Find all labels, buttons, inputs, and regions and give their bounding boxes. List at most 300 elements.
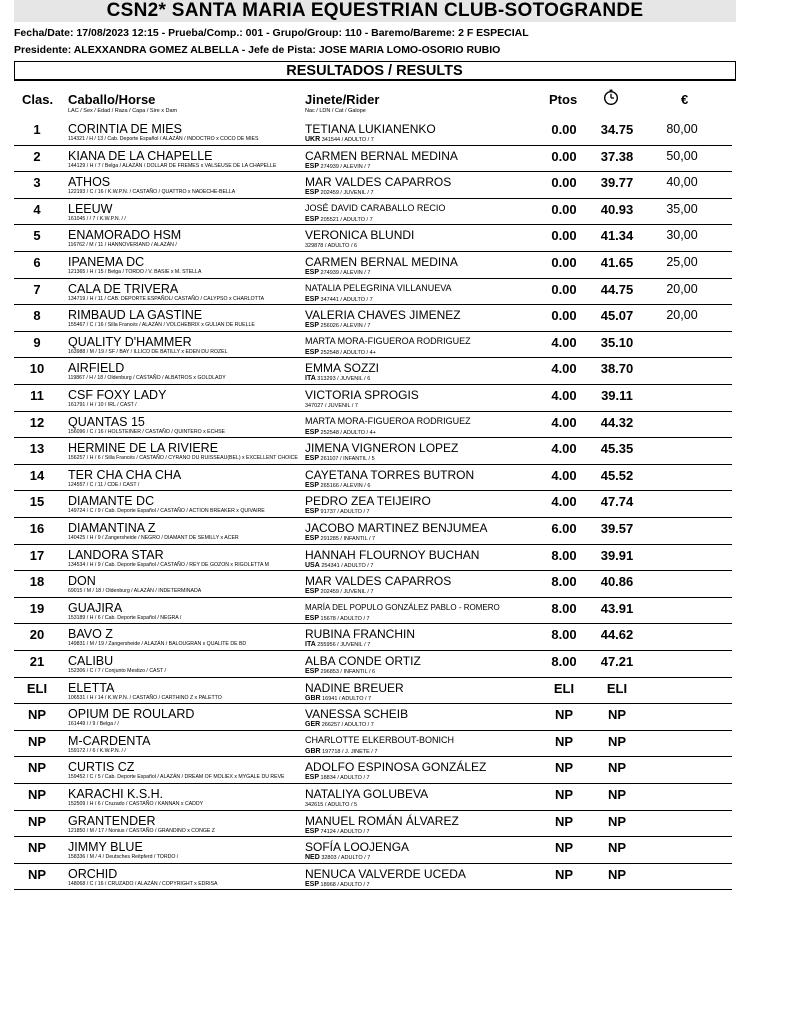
rider-name: PEDRO ZEA TEIJEIRO — [305, 494, 431, 509]
time: 38.70 — [600, 361, 634, 377]
horse-name: LEEUW — [68, 201, 113, 216]
rider-license: 255956 / JUVENIL / 7 — [317, 642, 371, 649]
rider-name: MAR VALDES CAPARROS — [305, 175, 452, 190]
rider-details — [305, 881, 370, 888]
rider-nation: GBR — [305, 747, 321, 755]
rider-license: 74124 / ADULTO / 7 — [320, 828, 370, 835]
horse-name: AIRFIELD — [68, 361, 125, 376]
rider-nation: ESP — [305, 614, 320, 622]
placing: 8 — [33, 308, 41, 324]
rider-details — [305, 296, 373, 303]
horse-name: KIANA DE LA CHAPELLE — [68, 148, 213, 163]
horse-details: 149831 / M / 19 / Zangersheide / ALAZÁN / BALOUGRAN x QUALITE DE BD — [68, 641, 247, 648]
column-header-prize: € — [681, 92, 689, 107]
time: 44.32 — [600, 414, 634, 430]
time: 43.91 — [600, 600, 634, 616]
column-header-rider: Jinete/Rider — [305, 92, 380, 107]
prize-money: 20,00 — [666, 308, 698, 323]
rider-name: RUBINA FRANCHIN — [305, 627, 416, 642]
rider-nation: ESP — [305, 428, 320, 436]
rider-name: JIMENA VIGNERON LOPEZ — [305, 441, 459, 456]
time: NP — [607, 760, 627, 776]
rider-name: CARMEN BERNAL MEDINA — [305, 255, 458, 269]
table-row — [0, 811, 800, 838]
points: NP — [554, 707, 574, 723]
placing: 10 — [29, 361, 45, 377]
prize-money: 30,00 — [666, 228, 698, 243]
horse-details: 155467 / C / 16 / Silla Francés / ALAZÁN / VOLCHEBRIX x GULIAN DE RUELLE — [68, 322, 255, 329]
rider-license: 32803 / ADULTO / 7 — [321, 855, 371, 862]
points: NP — [554, 813, 574, 829]
placing: 18 — [29, 574, 45, 590]
rider-license: 342615 / ADULTO / 5 — [305, 802, 358, 808]
rider-license: 202459 / JUVENIL / 7 — [320, 190, 374, 197]
table-row — [0, 678, 800, 705]
placing: NP — [27, 733, 47, 749]
table-row — [0, 757, 800, 784]
points: 0.00 — [551, 281, 577, 297]
horse-name: ENAMORADO HSM — [68, 228, 182, 243]
rider-details — [305, 482, 370, 489]
rider-nation: ESP — [305, 348, 320, 356]
points: 0.00 — [551, 255, 577, 270]
horse-details: 158336 / M / 4 / Deutsches Reitpferd / TORDO / — [68, 854, 179, 861]
table-row — [0, 225, 800, 252]
points: 6.00 — [551, 521, 577, 536]
results-heading: RESULTADOS / RESULTS — [14, 61, 736, 81]
rider-details — [305, 349, 376, 356]
time: 40.86 — [600, 574, 634, 590]
rider-name: JACOBO MARTINEZ BENJUMEA — [305, 521, 488, 535]
horse-details: 106531 / H / 14 / K.W.P.N. / CASTAÑO / CARTHINO Z x PALETTO — [68, 694, 222, 701]
rider-license: 18968 / ADULTO / 7 — [320, 881, 370, 888]
horse-name: BAVO Z — [68, 627, 113, 642]
time: 44.62 — [600, 627, 634, 643]
rider-details — [305, 562, 373, 569]
rider-name: VANESSA SCHEIB — [305, 707, 409, 722]
rider-license: 205521 / ADULTO / 7 — [320, 216, 373, 223]
points: NP — [554, 866, 574, 882]
rider-name: MARTA MORA-FIGUEROA RODRIGUEZ — [305, 335, 471, 346]
horse-details: 148068 / C / 16 / CRUZADO / ALAZÁN / COPYRIGHT x EDRISA — [68, 880, 218, 887]
placing: 14 — [29, 467, 45, 483]
time: 47.74 — [600, 494, 634, 510]
table-row — [0, 119, 800, 146]
time: NP — [607, 840, 627, 856]
rider-details — [305, 508, 370, 515]
table-row — [0, 412, 800, 439]
horse-name: GRANTENDER — [68, 813, 156, 828]
horse-name: RIMBAUD LA GASTINE — [68, 308, 203, 323]
horse-name: DIAMANTINA Z — [68, 521, 156, 535]
horse-name: CALIBU — [68, 654, 114, 668]
horse-name: CORINTIA DE MIES — [68, 122, 182, 136]
table-row — [0, 571, 800, 598]
time: 39.11 — [601, 388, 633, 403]
time: NP — [607, 733, 627, 749]
horse-details: 156257 / H / 6 / Silla Francés / CASTAÑO / CYRANO DU RUISSEAU(BEL) x EXCELLENT CHOICE — [68, 455, 298, 462]
horse-details: 152306 / C / 7 / Conjunto Mestizo / CAST / — [68, 668, 166, 674]
rider-name: NADINE BREUER — [305, 680, 404, 695]
horse-details: 161449 / / 9 / Belga / / — [68, 721, 119, 728]
prize-money: 40,00 — [666, 175, 698, 190]
rider-name: VERONICA BLUNDI — [305, 228, 415, 243]
horse-name: CSF FOXY LADY — [68, 388, 167, 402]
rider-details — [305, 588, 374, 595]
placing: 15 — [29, 494, 45, 510]
rider-details — [305, 721, 374, 728]
rider-name: JOSÉ DAVID CARABALLO RECIO — [305, 202, 446, 213]
time: 45.35 — [600, 441, 634, 457]
table-row — [0, 784, 800, 811]
rider-license: 274939 / ALEVIN / 7 — [320, 270, 371, 276]
rider-license: 266257 / ADULTO / 7 — [321, 722, 374, 729]
horse-name: ELETTA — [68, 680, 115, 695]
horse-name: M-CARDENTA — [68, 733, 151, 748]
rider-license: 16941 / ADULTO / 7 — [322, 695, 372, 702]
rider-name: MARTA MORA-FIGUEROA RODRIGUEZ — [305, 415, 471, 426]
rider-nation: ESP — [305, 668, 320, 675]
prize-money: 35,00 — [666, 201, 698, 216]
table-row — [0, 651, 800, 678]
table-row — [0, 358, 800, 385]
time: 41.65 — [600, 255, 634, 270]
time: 37.38 — [600, 148, 634, 164]
placing: 19 — [29, 600, 45, 616]
horse-name: GUAJIRA — [68, 600, 123, 615]
rider-license: 296853 / INFANTIL / 6 — [320, 669, 376, 675]
rider-nation: ESP — [305, 269, 320, 276]
rider-details — [305, 455, 375, 462]
time: 40.93 — [600, 201, 634, 217]
points: 0.00 — [551, 201, 577, 217]
rider-license: 252548 / ADULTO / 4+ — [320, 349, 376, 356]
horse-details: 122193 / C / 16 / K.W.P.N. / CASTAÑO / QUATTRO x NADECHE-BELLA — [68, 189, 236, 196]
horse-name: DIAMANTE DC — [68, 494, 155, 509]
rider-name: NATALIYA GOLUBEVA — [305, 787, 429, 801]
points: 8.00 — [551, 547, 577, 563]
rider-nation: ITA — [305, 375, 316, 383]
rider-license: 341544 / ADULTO / 7 — [321, 137, 374, 143]
rider-name: NATALIA PELEGRINA VILLANUEVA — [305, 282, 452, 293]
points: 0.00 — [551, 228, 577, 244]
prize-money: 50,00 — [666, 148, 698, 163]
rider-details — [305, 668, 375, 675]
table-row — [0, 146, 800, 173]
time: 39.77 — [600, 175, 634, 191]
event-title: CSN2* SANTA MARIA EQUESTRIAN CLUB-SOTOGRANDE — [14, 0, 736, 22]
column-subheader-horse: LAC / Sex / Edad / Raza / Capa / Sire x Dam — [68, 108, 178, 114]
rider-details — [305, 189, 374, 196]
horse-name: JIMMY BLUE — [68, 840, 143, 855]
prize-money: 25,00 — [666, 255, 698, 269]
rider-license: 202459 / JUVENIL / 7 — [320, 589, 374, 596]
placing: 4 — [33, 201, 41, 217]
rider-name: ADOLFO ESPINOSA GONZÁLEZ — [305, 760, 487, 775]
rider-nation: ESP — [305, 588, 320, 596]
rider-nation: GER — [305, 721, 321, 729]
clock-icon — [603, 89, 619, 105]
horse-name: QUALITY D'HAMMER — [68, 334, 192, 349]
horse-details: 116762 / M / 11 / HANNOVERIANO / ALAZÁN / — [68, 242, 177, 249]
table-row — [0, 252, 800, 279]
points: 4.00 — [551, 441, 577, 457]
prize-money: 80,00 — [666, 122, 698, 136]
points: 8.00 — [551, 600, 577, 616]
placing: 2 — [33, 148, 41, 164]
rider-license: 197718 / J. JINETE / 7 — [322, 748, 378, 755]
rider-nation: ESP — [305, 774, 320, 782]
rider-nation: NED — [305, 854, 320, 862]
horse-details: 163988 / M / 19 / SF / BAY / ILLICO DE BATILLY x EDEN DU ROZEL — [68, 348, 228, 355]
placing: NP — [27, 866, 47, 882]
rider-nation: ESP — [305, 455, 320, 463]
horse-name: CALA DE TRIVERA — [68, 281, 179, 296]
horse-name: CURTIS CZ — [68, 760, 135, 775]
column-header-points: Ptos — [549, 92, 578, 107]
horse-name: DON — [68, 574, 96, 589]
time: 45.52 — [600, 467, 634, 483]
points: 0.00 — [551, 175, 577, 191]
rider-license: 265166 / ALEVIN / 6 — [320, 482, 371, 489]
points: 0.00 — [551, 308, 577, 324]
rider-name: NENUCA VALVERDE UCEDA — [305, 866, 466, 881]
horse-details: 69015 / M / 18 / Oldenburg / ALAZÁN / INDETERMINADA — [68, 588, 202, 595]
rider-license: 91737 / ADULTO / 7 — [320, 509, 370, 516]
placing: 7 — [33, 281, 41, 297]
horse-name: HERMINE DE LA RIVIERE — [68, 441, 219, 456]
rider-nation: ESP — [305, 508, 320, 516]
table-row — [0, 624, 800, 651]
horse-details: 156096 / C / 16 / HOLSTEINER / CASTAÑO / QUINTERO x ECHSE — [68, 428, 226, 435]
column-header-clas: Clas. — [22, 92, 54, 107]
table-row — [0, 704, 800, 731]
points: NP — [554, 733, 574, 749]
points: 4.00 — [551, 334, 577, 350]
horse-details: 114321 / H / 13 / Cab. Deporte Español / ALAZÁN / INDOCTRO x COCO DE MIES — [68, 136, 259, 142]
placing: 5 — [33, 228, 41, 244]
horse-details: 140425 / H / 9 / Zangersheide / NEGRO / DIAMANT DE SEMILLY x ACER — [68, 535, 239, 541]
placing: 20 — [29, 627, 45, 643]
rider-name: MAR VALDES CAPARROS — [305, 574, 452, 589]
placing: 9 — [33, 334, 41, 350]
points: 0.00 — [551, 148, 577, 164]
rider-name: CHARLOTTE ELKERBOUT-BONICH — [305, 734, 455, 745]
points: 8.00 — [551, 627, 577, 643]
rider-name: MANUEL ROMÁN ÁLVAREZ — [305, 813, 459, 828]
horse-name: TER CHA CHA CHA — [68, 467, 182, 482]
horse-details: 159172 / / 6 / K.W.P.N. / / — [68, 747, 126, 754]
horse-details: 153189 / H / 6 / Cab. Deporte Español / NEGRA / — [68, 614, 182, 621]
horse-name: KARACHI K.S.H. — [68, 787, 164, 801]
placing: NP — [27, 707, 47, 723]
horse-details: 159452 / C / 5 / Cab. Deporte Español / ALAZÁN / DREAM OF MOLIEX x MYGALE DU REVE — [68, 774, 285, 781]
rider-nation: ESP — [305, 481, 320, 489]
time: 41.34 — [600, 228, 634, 244]
time: ELI — [606, 680, 628, 696]
horse-details: 161791 / H / 10 / IRL / CAST / — [68, 402, 137, 408]
rider-nation: ESP — [305, 827, 320, 835]
date-competition-info: Fecha/Date: 17/08/2023 12:15 - Prueba/Comp.: 001 - Grupo/Group: 110 - Baremo/Bareme: 2 F ESPECIAL — [14, 27, 529, 39]
rider-nation: ESP — [305, 535, 320, 542]
horse-details: 121850 / M / 17 / Nonius / CASTAÑO / GRANDINO x CONGE Z — [68, 827, 215, 834]
horse-details: 149724 / C / 9 / Cab. Deporte Español / CASTAÑO / ACTION BREAKER x QUIVAIRE — [68, 508, 265, 515]
table-row — [0, 598, 800, 625]
placing: 16 — [29, 521, 45, 536]
table-row — [0, 199, 800, 226]
rider-nation: ESP — [305, 162, 320, 170]
horse-name: ATHOS — [68, 175, 111, 190]
rider-details — [305, 375, 370, 382]
table-row — [0, 172, 800, 199]
rider-license: 15678 / ADULTO / 7 — [320, 615, 370, 622]
rider-name: TETIANA LUKIANENKO — [305, 122, 436, 136]
points: NP — [554, 760, 574, 776]
time: 39.57 — [600, 521, 634, 536]
horse-details: 134719 / H / 11 / CAB. DEPORTE ESPAÑOL/ CASTAÑO / CALYPSO x CHARLOTTA — [68, 295, 265, 302]
rider-nation: ESP — [305, 215, 320, 223]
horse-details: 134534 / H / 9 / Cab. Deporte Español / CASTAÑO / REY DE GOZON x RIGOLETTA M — [68, 561, 269, 568]
rider-details — [305, 828, 370, 835]
points: 4.00 — [551, 414, 577, 430]
rider-name: ALBA CONDE ORTIZ — [305, 654, 421, 668]
points: 0.00 — [551, 122, 577, 137]
rider-details — [305, 748, 377, 755]
rider-details — [305, 216, 373, 223]
rider-license: 329878 / ADULTO / 6 — [305, 243, 358, 250]
placing: 11 — [30, 388, 44, 403]
table-row — [0, 731, 800, 758]
time: NP — [607, 787, 627, 802]
rider-name: SOFÍA LOOJENGA — [305, 840, 410, 855]
rider-name: EMMA SOZZI — [305, 361, 380, 376]
time: 35.10 — [600, 334, 634, 350]
rider-details — [305, 695, 371, 702]
horse-details: 121365 / H / 15 / Belga / TORDO / V. BASIE x M. STELLA — [68, 269, 202, 275]
rider-details — [305, 269, 370, 276]
horse-name: IPANEMA DC — [68, 255, 145, 269]
horse-details: 119867 / H / 18 / Oldenburg / CASTAÑO / ALBATROS x GOLDLADY — [68, 375, 226, 382]
rider-name: CARMEN BERNAL MEDINA — [305, 148, 458, 163]
table-row — [0, 305, 800, 332]
placing: 12 — [29, 414, 45, 430]
table-row — [0, 491, 800, 518]
rider-name: HANNAH FLOURNOY BUCHAN — [305, 547, 480, 562]
points: 4.00 — [551, 361, 577, 377]
prize-money: 20,00 — [666, 281, 698, 296]
table-row — [0, 279, 800, 306]
placing: NP — [27, 840, 47, 856]
rider-license: 254341 / ADULTO / 7 — [321, 562, 374, 569]
rider-nation: UKR — [305, 136, 321, 143]
horse-name: QUANTAS 15 — [68, 414, 145, 429]
rider-nation: ESP — [305, 189, 320, 197]
placing: 6 — [33, 255, 41, 270]
points: ELI — [553, 680, 575, 696]
rider-name: MARÍA DEL POPULO GONZÁLEZ PABLO - ROMERO — [305, 602, 500, 612]
time: NP — [607, 707, 627, 723]
points: 8.00 — [551, 654, 577, 669]
horse-details: 161045 / / 7 / K.W.P.N. / / — [68, 215, 126, 222]
rider-details — [305, 801, 357, 808]
horse-details: 124557 / C / 11 / CDE / CAST / — [68, 481, 140, 488]
rider-details — [305, 242, 357, 249]
rider-details — [305, 136, 374, 143]
time: 47.21 — [600, 654, 634, 669]
placing: 1 — [33, 122, 41, 137]
rider-name: VICTORIA SPROGIS — [305, 388, 419, 402]
row-divider — [14, 889, 732, 890]
horse-details: 152509 / H / 6 / Cruzado / CASTAÑO / KANNAN x CADDY — [68, 801, 204, 807]
rider-nation: ESP — [305, 880, 320, 888]
table-row — [0, 518, 800, 545]
placing: 13 — [29, 441, 45, 457]
table-row — [0, 438, 800, 465]
table-row — [0, 385, 800, 412]
rider-nation: USA — [305, 561, 320, 569]
table-row — [0, 864, 800, 891]
officials-info: Presidente: ALEXXANDRA GOMEZ ALBELLA - Jefe de Pista: JOSE MARIA LOMO-OSORIO RUBIO — [14, 44, 501, 56]
column-header-horse: Caballo/Horse — [68, 92, 156, 107]
rider-license: 252548 / ADULTO / 4+ — [320, 429, 376, 436]
table-row — [0, 332, 800, 359]
points: 4.00 — [551, 388, 577, 403]
rider-details — [305, 429, 376, 436]
rider-name: CAYETANA TORRES BUTRON — [305, 467, 475, 482]
points: NP — [554, 787, 574, 802]
rider-license: 256026 / ALEVIN / 7 — [320, 323, 371, 330]
rider-license: 313293 / JUVENIL / 6 — [317, 376, 371, 383]
time: NP — [607, 813, 627, 829]
rider-nation: ITA — [305, 641, 316, 649]
placing: NP — [27, 787, 47, 802]
rider-details — [305, 615, 370, 622]
rider-license: 274939 / ALEVIN / 7 — [320, 163, 371, 170]
points: 4.00 — [551, 494, 577, 510]
rider-nation: ESP — [305, 295, 320, 303]
placing: 21 — [29, 654, 45, 669]
points: 8.00 — [551, 574, 577, 590]
horse-name: OPIUM DE ROULARD — [68, 707, 195, 722]
placing: NP — [27, 813, 47, 829]
rider-details — [305, 854, 370, 861]
time: NP — [607, 866, 627, 882]
rider-license: 261107 / INFANTIL / 5 — [320, 456, 375, 463]
rider-license: 347027 / JUVENIL / 7 — [305, 403, 358, 409]
rider-name: VALERIA CHAVES JIMENEZ — [305, 308, 461, 323]
rider-nation: GBR — [305, 694, 321, 702]
rider-details — [305, 535, 375, 542]
table-row — [0, 465, 800, 492]
points: NP — [554, 840, 574, 856]
time: 45.07 — [600, 308, 634, 324]
placing: 17 — [29, 547, 45, 563]
rider-details — [305, 163, 370, 170]
rider-details — [305, 322, 370, 329]
rider-license: 347441 / ADULTO / 7 — [320, 296, 373, 303]
rider-details — [305, 402, 358, 409]
time: 44.75 — [600, 281, 634, 297]
rider-details — [305, 641, 370, 648]
table-row — [0, 837, 800, 864]
rider-nation: ESP — [305, 322, 320, 330]
column-subheader-rider: Nac / LDN / Cat / Galope — [305, 108, 366, 114]
points: 4.00 — [551, 467, 577, 483]
placing: NP — [27, 760, 47, 776]
time: 39.91 — [600, 547, 634, 563]
horse-details: 144129 / H / 7 / Belga / ALAZÁN / DOLLAR DE FREMES x VALSEUSE DE LA CHAPELLE — [68, 162, 277, 169]
placing: ELI — [26, 680, 48, 696]
